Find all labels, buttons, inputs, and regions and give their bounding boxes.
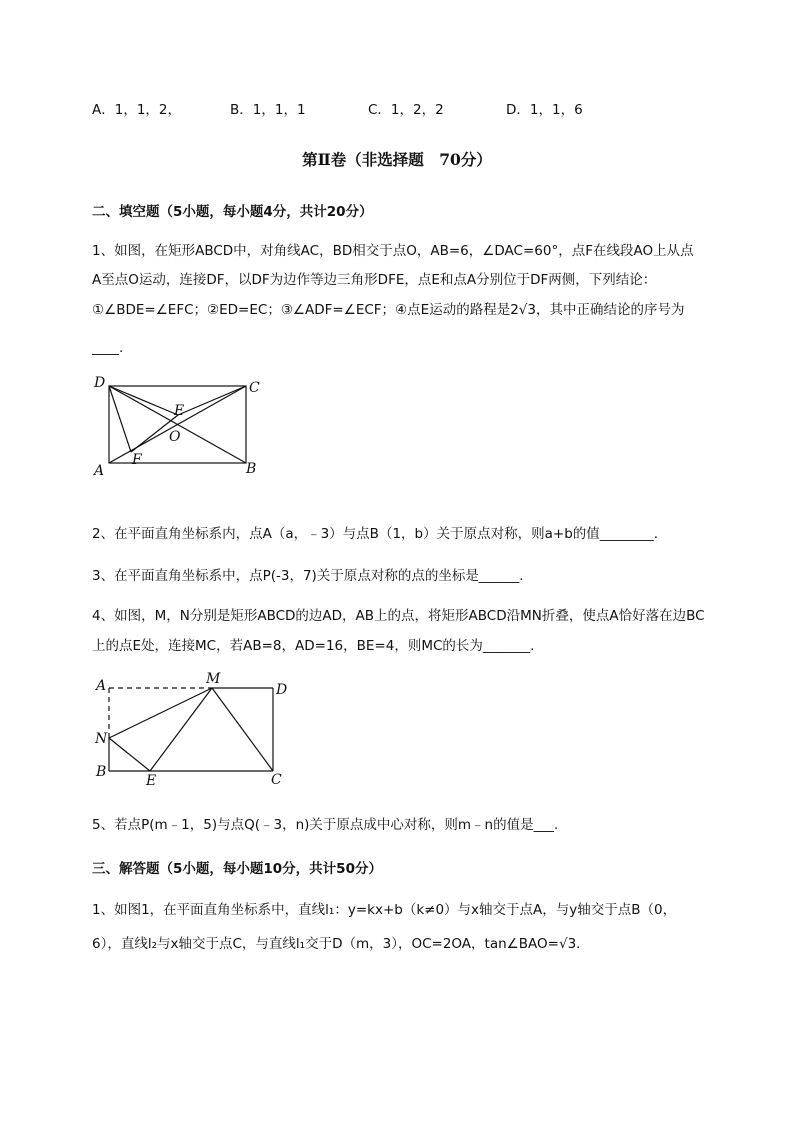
section-solve: 三、解答题（5小题，每小题10分，共计50分） <box>92 861 382 877</box>
label-d2: D <box>276 682 288 698</box>
q4-line2: 上的点E处，连接MC，若AB=8，AD=16，BE=4，则MC的长为_______. <box>92 638 535 654</box>
q3-text: 3、在平面直角坐标系中，点P(-3，7)关于原点对称的点的坐标是______. <box>92 568 524 584</box>
label-m: M <box>206 671 221 687</box>
label-c: C <box>249 380 260 396</box>
segment-ne <box>109 738 150 771</box>
mcq-options <box>92 100 583 120</box>
option-a: A．1，1，2， <box>92 102 182 118</box>
q1-line2: A至点O运动，连接DF，以DF为边作等边三角形DFE，点E和点A分别位于DF两侧，下列结论： <box>92 272 657 288</box>
label-d: D <box>94 375 106 391</box>
q4-line1: 4、如图，M，N分别是矩形ABCD的边AD，AB上的点，将矩形ABCD沿MN折叠，使点A恰好落在边BC <box>92 608 705 624</box>
q6-line2: 6），直线l₂与x轴交于点C，与直线l₁交于D（m，3），OC=2OA，tan∠BAO=√3． <box>92 936 590 952</box>
label-b2: B <box>96 764 107 780</box>
segment-em <box>150 688 212 771</box>
option-c: C．1，2，2 <box>368 102 444 118</box>
q1-line3: ①∠BDE=∠EFC；②ED=EC；③∠ADF=∠ECF；④点E运动的路程是2√3，其中正确结论的序号为 <box>92 302 685 318</box>
q6-line1: 1、如图1，在平面直角坐标系中，直线l₁：y=kx+b（k≠0）与x轴交于点A，与y轴交于点B（0， <box>92 902 677 918</box>
segment-mc <box>212 688 273 771</box>
option-b: B．1，1，1 <box>230 102 306 118</box>
label-e2: E <box>146 773 157 788</box>
label-n: N <box>95 731 108 747</box>
rectangle-figure-2 <box>88 670 298 788</box>
segment-ec <box>178 386 246 415</box>
section-fill-blank: 二、填空题（5小题，每小题4分，共计20分） <box>92 204 373 220</box>
segment-de <box>109 386 178 415</box>
rectangle-figure-1 <box>88 372 268 482</box>
part2-title: 第Ⅱ卷（非选择题 70分） <box>302 150 492 169</box>
q1-line4: ____. <box>92 340 124 356</box>
label-a2: A <box>96 678 107 694</box>
q2-text: 2、在平面直角坐标系内，点A（a，﹣3）与点B（1，b）关于原点对称，则a+b的值________. <box>92 526 659 542</box>
segment-nm <box>109 688 212 738</box>
label-b: B <box>246 461 257 477</box>
label-e: E <box>174 403 185 419</box>
label-a: A <box>94 463 105 479</box>
label-c2: C <box>271 772 282 788</box>
q5-text: 5、若点P(m﹣1，5)与点Q(﹣3，n)关于原点成中心对称，则m﹣n的值是___. <box>92 817 559 833</box>
label-f: F <box>132 452 142 468</box>
label-o: O <box>169 429 181 445</box>
q1-line1: 1、如图，在矩形ABCD中，对角线AC，BD相交于点O，AB=6，∠DAC=60°，点F在线段AO上从点 <box>92 243 694 259</box>
option-d: D．1，1，6 <box>506 102 583 118</box>
